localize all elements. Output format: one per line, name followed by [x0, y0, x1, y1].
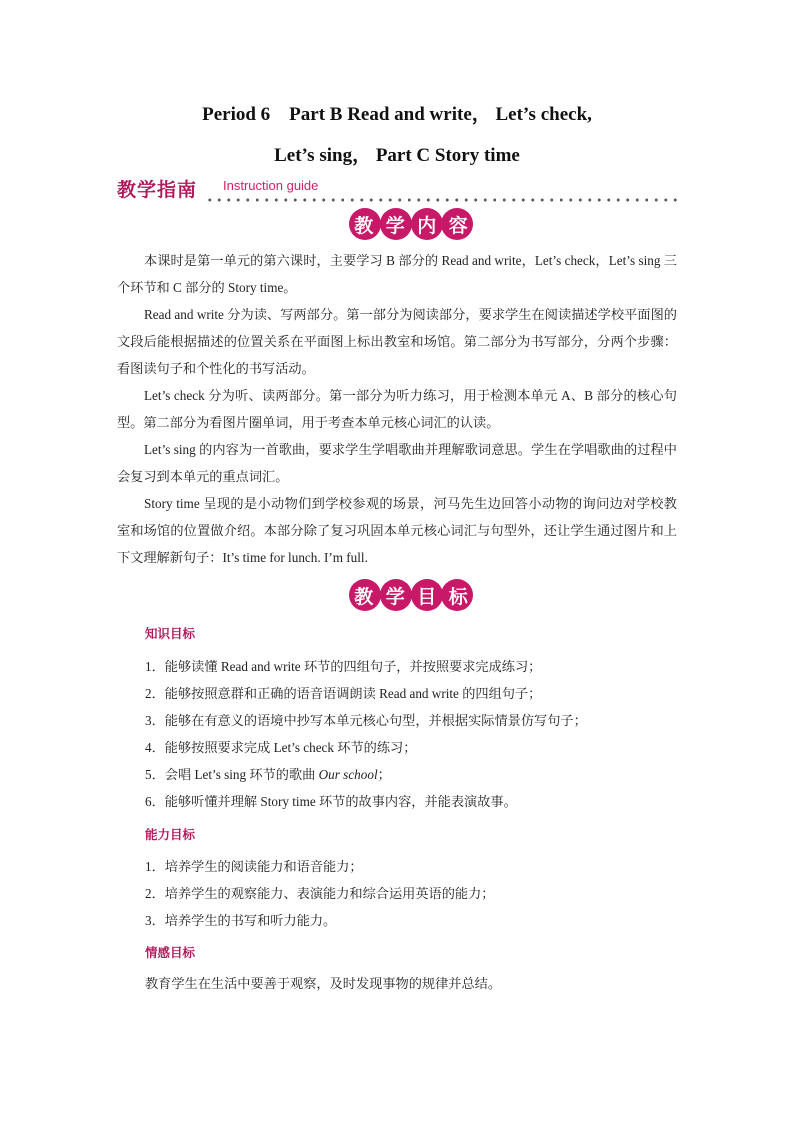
teaching-goals-badge — [348, 578, 474, 612]
list-item: 4．能够按照要求完成 Let’s check 环节的练习； — [145, 740, 417, 755]
list-item: 1．培养学生的阅读能力和语音能力； — [145, 859, 363, 874]
list-item: 3．能够在有意义的语境中抄写本单元核心句型，并根据实际情景仿写句子； — [145, 713, 587, 728]
content-paragraph: Let’s sing 的内容为一首歌曲，要求学生学唱歌曲并理解歌词意思。学生在学唱歌曲的过程中会复习到本单元的重点词汇。 — [117, 442, 677, 484]
list-item: 6．能够听懂并理解 Story time 环节的故事内容，并能表演故事。 — [145, 794, 517, 809]
ability-goals-heading: 能力目标 — [145, 827, 196, 842]
lesson-title-line-1: Period 6 Part B Read and write， Let’s check, — [202, 104, 592, 125]
list-item: 3．培养学生的书写和听力能力。 — [145, 913, 337, 928]
content-paragraph: Read and write 分为读、写两部分。第一部分为阅读部分，要求学生在阅读描述学校平面图的文段后能根据描述的位置关系在平面图上标出教室和场馆。第二部分为书写部分，分两个步骤：看图读句子和个性化的书写活动。 — [117, 307, 677, 376]
list-item: 1．能够读懂 Read and write 环节的四组句子，并按照要求完成练习； — [145, 659, 542, 674]
content-paragraph: Story time 呈现的是小动物们到学校参观的场景，河马先生边回答小动物的询问边对学校教室和场馆的位置做介绍。本部分除了复习巩固本单元核心词汇与句型外，还让学生通过图片和上下文理解新句子：It’s time for lunch. I’m full. — [117, 496, 677, 565]
content-paragraph: Let’s check 分为听、读两部分。第一部分为听力练习，用于检测本单元 A、B 部分的核心句型。第二部分为看图片圈单词，用于考查本单元核心词汇的认读。 — [117, 388, 677, 430]
song-title: Our school — [318, 767, 378, 782]
badge-char: 容 — [448, 214, 468, 237]
list-item-tail: ； — [377, 767, 391, 782]
badge-char: 标 — [448, 585, 468, 608]
emotion-goals-heading: 情感目标 — [145, 945, 196, 960]
list-item: 2．培养学生的观察能力、表演能力和综合运用英语的能力； — [145, 886, 495, 901]
emotion-goal-text: 教育学生在生活中要善于观察，及时发现事物的规律并总结。 — [145, 976, 502, 991]
teaching-content-badge — [348, 207, 474, 241]
badge-char: 学 — [385, 585, 405, 608]
list-item: 2．能够按照意群和正确的语音语调朗读 Read and write 的四组句子； — [145, 686, 542, 701]
guide-heading-cn: 教学指南 — [117, 179, 198, 201]
list-item — [145, 765, 685, 785]
instruction-guide-header — [117, 175, 682, 205]
guide-heading-en: Instruction guide — [223, 178, 319, 193]
dotted-divider — [205, 197, 682, 203]
badge-char: 教 — [354, 585, 374, 608]
badge-char: 教 — [354, 214, 374, 237]
knowledge-goals-heading: 知识目标 — [145, 626, 196, 641]
badge-char: 内 — [417, 214, 437, 237]
content-paragraph: 本课时是第一单元的第六课时，主要学习 B 部分的 Read and write，Let’s check，Let’s sing 三个环节和 C 部分的 Story time。 — [117, 253, 677, 295]
badge-char: 目 — [417, 585, 437, 608]
badge-char: 学 — [385, 214, 405, 237]
lesson-title-line-2: Let’s sing， Part C Story time — [274, 145, 520, 166]
list-item-text: 5．会唱 Let’s sing 环节的歌曲 — [145, 767, 319, 782]
